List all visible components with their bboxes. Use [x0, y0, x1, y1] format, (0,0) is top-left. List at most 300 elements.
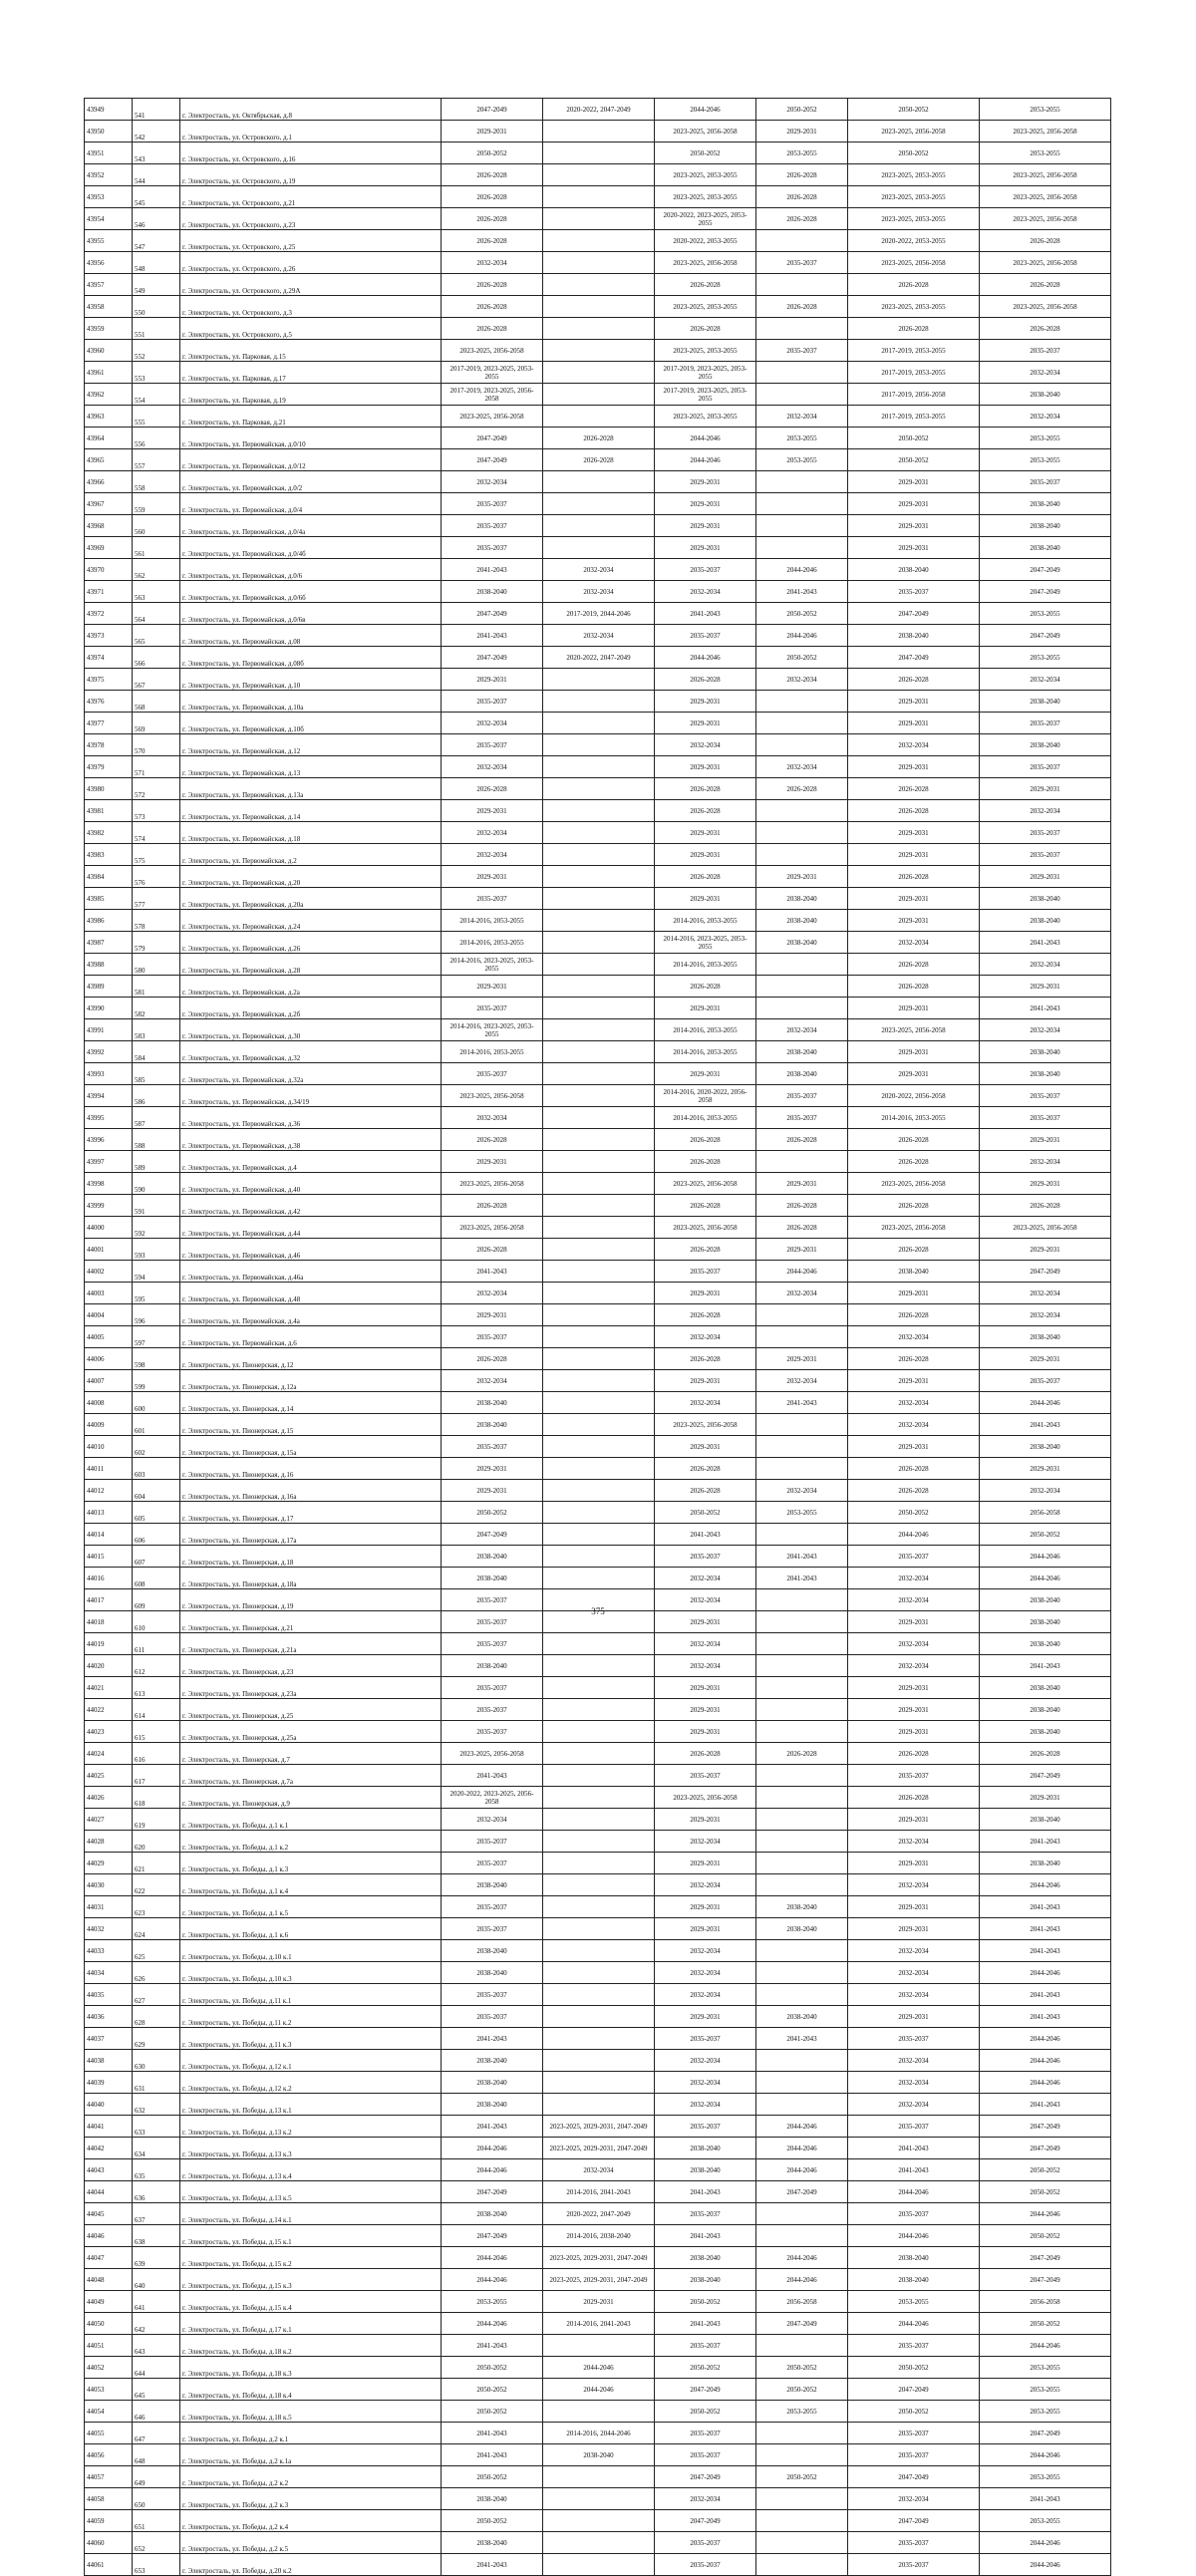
- term-5-cell: 2047-2049: [848, 603, 980, 625]
- row-number-cell: 588: [133, 1129, 180, 1151]
- term-6-cell: 2056-2058: [980, 1502, 1111, 1524]
- term-5-cell: 2047-2049: [848, 2379, 980, 2401]
- term-6-cell: 2050-2052: [980, 2181, 1111, 2203]
- term-5-cell: 2032-2034: [848, 1568, 980, 1589]
- term-2-cell: 2014-2016, 2044-2046: [543, 2423, 655, 2444]
- row-number-cell: 637: [133, 2203, 180, 2225]
- term-1-cell: 2032-2034: [442, 1370, 543, 1392]
- row-number-cell: 603: [133, 1458, 180, 1480]
- row-id-cell: 43975: [85, 669, 133, 691]
- table-row: [85, 1261, 1111, 1283]
- term-2-cell: [543, 208, 655, 230]
- term-4-cell: [756, 1151, 848, 1173]
- term-4-cell: 2050-2052: [756, 647, 848, 669]
- term-4-cell: [756, 2225, 848, 2247]
- term-6-cell: 2047-2049: [980, 2116, 1111, 2138]
- table-row: [85, 1962, 1111, 1984]
- row-number-cell: 556: [133, 428, 180, 449]
- term-2-cell: [543, 1261, 655, 1283]
- row-number-cell: 547: [133, 230, 180, 252]
- term-1-cell: 2023-2025, 2056-2058: [442, 1173, 543, 1195]
- row-id-cell: 43970: [85, 559, 133, 581]
- term-1-cell: 2023-2025, 2056-2058: [442, 1743, 543, 1765]
- row-id-cell: 44056: [85, 2444, 133, 2466]
- term-3-cell: 2035-2037: [655, 2532, 756, 2554]
- term-6-cell: 2038-2040: [980, 1699, 1111, 1721]
- term-1-cell: 2041-2043: [442, 2028, 543, 2050]
- row-id-cell: 44004: [85, 1304, 133, 1326]
- term-3-cell: 2026-2028: [655, 1151, 756, 1173]
- term-4-cell: 2026-2028: [756, 1217, 848, 1239]
- term-6-cell: 2023-2025, 2056-2058: [980, 208, 1111, 230]
- row-id-cell: 44003: [85, 1283, 133, 1304]
- table-row: [85, 252, 1111, 274]
- term-2-cell: 2020-2022, 2047-2049: [543, 2203, 655, 2225]
- table-row: [85, 2357, 1111, 2379]
- term-6-cell: 2044-2046: [980, 1962, 1111, 1984]
- term-3-cell: 2017-2019, 2023-2025, 2053-2055: [655, 362, 756, 384]
- term-4-cell: [756, 230, 848, 252]
- term-4-cell: 2026-2028: [756, 164, 848, 186]
- table-row: [85, 2203, 1111, 2225]
- term-4-cell: 2044-2046: [756, 2116, 848, 2138]
- term-2-cell: [543, 2335, 655, 2357]
- term-2-cell: [543, 274, 655, 296]
- address-cell: г. Электросталь, ул. Победы, д.13 к.3: [180, 2138, 442, 2159]
- term-2-cell: [543, 164, 655, 186]
- row-id-cell: 44038: [85, 2050, 133, 2072]
- address-cell: г. Электросталь, ул. Парковая, д.17: [180, 362, 442, 384]
- term-1-cell: 2044-2046: [442, 2269, 543, 2291]
- term-5-cell: 2044-2046: [848, 1524, 980, 1546]
- term-1-cell: 2026-2028: [442, 1239, 543, 1261]
- term-4-cell: [756, 1984, 848, 2006]
- term-4-cell: 2035-2037: [756, 252, 848, 274]
- row-id-cell: 43987: [85, 932, 133, 954]
- table-row: [85, 2488, 1111, 2510]
- row-id-cell: 44029: [85, 1853, 133, 1874]
- address-cell: г. Электросталь, ул. Островского, д.26: [180, 252, 442, 274]
- term-5-cell: 2026-2028: [848, 976, 980, 998]
- row-id-cell: 43995: [85, 1107, 133, 1129]
- term-2-cell: [543, 515, 655, 537]
- address-cell: г. Электросталь, ул. Пионерская, д.9: [180, 1787, 442, 1809]
- table-row: [85, 121, 1111, 143]
- term-4-cell: 2038-2040: [756, 888, 848, 910]
- term-5-cell: 2026-2028: [848, 800, 980, 822]
- term-2-cell: [543, 1239, 655, 1261]
- term-6-cell: 2044-2046: [980, 2554, 1111, 2576]
- term-2-cell: [543, 1151, 655, 1173]
- address-cell: г. Электросталь, ул. Первомайская, д.0/2: [180, 471, 442, 493]
- term-4-cell: 2053-2055: [756, 1502, 848, 1524]
- term-4-cell: 2047-2049: [756, 2181, 848, 2203]
- term-5-cell: 2029-2031: [848, 515, 980, 537]
- term-3-cell: 2029-2031: [655, 1370, 756, 1392]
- term-5-cell: 2029-2031: [848, 2006, 980, 2028]
- term-5-cell: 2023-2025, 2056-2058: [848, 1173, 980, 1195]
- term-2-cell: [543, 910, 655, 932]
- row-id-cell: 44050: [85, 2313, 133, 2335]
- table-row: [85, 318, 1111, 340]
- address-cell: г. Электросталь, ул. Первомайская, д.4: [180, 1151, 442, 1173]
- term-3-cell: 2044-2046: [655, 99, 756, 121]
- term-1-cell: 2035-2037: [442, 998, 543, 1019]
- term-4-cell: 2044-2046: [756, 559, 848, 581]
- table-row: [85, 164, 1111, 186]
- table-row: [85, 1633, 1111, 1655]
- row-id-cell: 43967: [85, 493, 133, 515]
- table-row: [85, 800, 1111, 822]
- term-2-cell: [543, 669, 655, 691]
- term-6-cell: 2026-2028: [980, 1195, 1111, 1217]
- term-1-cell: 2047-2049: [442, 99, 543, 121]
- term-1-cell: 2044-2046: [442, 2247, 543, 2269]
- row-number-cell: 553: [133, 362, 180, 384]
- address-cell: г. Электросталь, ул. Пионерская, д.18: [180, 1546, 442, 1568]
- address-cell: г. Электросталь, ул. Первомайская, д.36: [180, 1107, 442, 1129]
- term-5-cell: 2032-2034: [848, 1831, 980, 1853]
- term-5-cell: 2029-2031: [848, 756, 980, 778]
- address-cell: г. Электросталь, ул. Победы, д.18 к.3: [180, 2357, 442, 2379]
- row-number-cell: 653: [133, 2554, 180, 2576]
- term-2-cell: [543, 493, 655, 515]
- term-2-cell: [543, 1984, 655, 2006]
- term-4-cell: [756, 2532, 848, 2554]
- table-row: [85, 778, 1111, 800]
- row-id-cell: 43969: [85, 537, 133, 559]
- term-2-cell: [543, 1962, 655, 1984]
- term-3-cell: 2020-2022, 2053-2055: [655, 230, 756, 252]
- row-id-cell: 44019: [85, 1633, 133, 1655]
- term-6-cell: 2050-2052: [980, 2313, 1111, 2335]
- address-cell: г. Электросталь, ул. Островского, д.16: [180, 143, 442, 164]
- row-id-cell: 44054: [85, 2401, 133, 2423]
- table-row: [85, 2247, 1111, 2269]
- address-cell: г. Электросталь, ул. Победы, д.1 к.5: [180, 1896, 442, 1918]
- term-2-cell: 2023-2025, 2029-2031, 2047-2049: [543, 2138, 655, 2159]
- address-cell: г. Электросталь, ул. Островского, д.23: [180, 208, 442, 230]
- term-6-cell: 2050-2052: [980, 2159, 1111, 2181]
- term-6-cell: 2038-2040: [980, 1633, 1111, 1655]
- term-4-cell: 2053-2055: [756, 449, 848, 471]
- term-1-cell: 2032-2034: [442, 471, 543, 493]
- term-4-cell: [756, 1721, 848, 1743]
- term-1-cell: 2023-2025, 2056-2058: [442, 1085, 543, 1107]
- address-cell: г. Электросталь, ул. Первомайская, д.08: [180, 625, 442, 647]
- term-3-cell: 2029-2031: [655, 2006, 756, 2028]
- term-2-cell: [543, 1918, 655, 1940]
- address-cell: г. Электросталь, ул. Островского, д.25: [180, 230, 442, 252]
- term-1-cell: 2032-2034: [442, 713, 543, 734]
- row-id-cell: 44016: [85, 1568, 133, 1589]
- address-cell: г. Электросталь, ул. Победы, д.15 к.3: [180, 2269, 442, 2291]
- term-4-cell: [756, 1304, 848, 1326]
- term-3-cell: 2029-2031: [655, 1809, 756, 1831]
- term-3-cell: 2050-2052: [655, 2291, 756, 2313]
- term-5-cell: 2047-2049: [848, 2466, 980, 2488]
- term-4-cell: [756, 471, 848, 493]
- row-number-cell: 571: [133, 756, 180, 778]
- term-5-cell: 2050-2052: [848, 2357, 980, 2379]
- term-3-cell: 2032-2034: [655, 1940, 756, 1962]
- table-row: [85, 208, 1111, 230]
- term-5-cell: 2035-2037: [848, 2532, 980, 2554]
- table-row: [85, 2225, 1111, 2247]
- term-6-cell: 2056-2058: [980, 2291, 1111, 2313]
- table-body: [85, 99, 1111, 2576]
- term-5-cell: 2026-2028: [848, 1239, 980, 1261]
- term-5-cell: 2029-2031: [848, 822, 980, 844]
- term-4-cell: [756, 2094, 848, 2116]
- term-6-cell: 2041-2043: [980, 2488, 1111, 2510]
- term-6-cell: 2044-2046: [980, 2444, 1111, 2466]
- term-1-cell: 2017-2019, 2023-2025, 2053-2055: [442, 362, 543, 384]
- row-number-cell: 622: [133, 1874, 180, 1896]
- term-1-cell: 2038-2040: [442, 1568, 543, 1589]
- table-row: [85, 2466, 1111, 2488]
- address-cell: г. Электросталь, ул. Победы, д.13 к.2: [180, 2116, 442, 2138]
- table-row: [85, 1085, 1111, 1107]
- table-row: [85, 1304, 1111, 1326]
- row-number-cell: 566: [133, 647, 180, 669]
- term-1-cell: 2044-2046: [442, 2313, 543, 2335]
- term-2-cell: [543, 1874, 655, 1896]
- table-row: [85, 1041, 1111, 1063]
- term-2-cell: 2017-2019, 2044-2046: [543, 603, 655, 625]
- term-5-cell: 2053-2055: [848, 2291, 980, 2313]
- row-number-cell: 542: [133, 121, 180, 143]
- row-id-cell: 43992: [85, 1041, 133, 1063]
- term-1-cell: 2026-2028: [442, 296, 543, 318]
- row-id-cell: 44060: [85, 2532, 133, 2554]
- term-2-cell: [543, 998, 655, 1019]
- row-id-cell: 44024: [85, 1743, 133, 1765]
- row-number-cell: 541: [133, 99, 180, 121]
- term-4-cell: 2035-2037: [756, 340, 848, 362]
- row-number-cell: 609: [133, 1589, 180, 1611]
- term-6-cell: 2035-2037: [980, 713, 1111, 734]
- row-number-cell: 570: [133, 734, 180, 756]
- address-cell: г. Электросталь, ул. Пионерская, д.16: [180, 1458, 442, 1480]
- term-3-cell: 2029-2031: [655, 493, 756, 515]
- term-6-cell: 2041-2043: [980, 2094, 1111, 2116]
- row-number-cell: 613: [133, 1677, 180, 1699]
- term-6-cell: 2044-2046: [980, 2335, 1111, 2357]
- term-5-cell: 2047-2049: [848, 647, 980, 669]
- term-5-cell: 2035-2037: [848, 1765, 980, 1787]
- table-row: [85, 1392, 1111, 1414]
- term-1-cell: 2032-2034: [442, 252, 543, 274]
- term-2-cell: [543, 2006, 655, 2028]
- term-2-cell: [543, 318, 655, 340]
- term-4-cell: 2053-2055: [756, 2401, 848, 2423]
- table-row: [85, 1502, 1111, 1524]
- row-number-cell: 589: [133, 1151, 180, 1173]
- term-1-cell: 2035-2037: [442, 1721, 543, 1743]
- term-2-cell: [543, 954, 655, 976]
- term-4-cell: 2038-2040: [756, 1896, 848, 1918]
- row-number-cell: 592: [133, 1217, 180, 1239]
- term-5-cell: 2029-2031: [848, 1677, 980, 1699]
- term-3-cell: 2032-2034: [655, 1655, 756, 1677]
- term-4-cell: 2038-2040: [756, 1041, 848, 1063]
- term-1-cell: 2035-2037: [442, 537, 543, 559]
- term-5-cell: 2029-2031: [848, 471, 980, 493]
- row-id-cell: 44053: [85, 2379, 133, 2401]
- term-4-cell: [756, 274, 848, 296]
- term-2-cell: 2032-2034: [543, 2159, 655, 2181]
- term-5-cell: 2029-2031: [848, 844, 980, 866]
- table-row: [85, 1677, 1111, 1699]
- term-1-cell: 2038-2040: [442, 2050, 543, 2072]
- term-5-cell: 2044-2046: [848, 2313, 980, 2335]
- term-5-cell: 2038-2040: [848, 2247, 980, 2269]
- term-1-cell: 2041-2043: [442, 2116, 543, 2138]
- row-number-cell: 633: [133, 2116, 180, 2138]
- table-row: [85, 384, 1111, 406]
- table-row: [85, 2532, 1111, 2554]
- term-5-cell: 2026-2028: [848, 1348, 980, 1370]
- row-number-cell: 648: [133, 2444, 180, 2466]
- row-number-cell: 596: [133, 1304, 180, 1326]
- term-6-cell: 2032-2034: [980, 362, 1111, 384]
- term-2-cell: [543, 1524, 655, 1546]
- row-id-cell: 43952: [85, 164, 133, 186]
- row-id-cell: 44059: [85, 2510, 133, 2532]
- term-6-cell: 2026-2028: [980, 274, 1111, 296]
- row-id-cell: 43976: [85, 691, 133, 713]
- term-3-cell: 2035-2037: [655, 1261, 756, 1283]
- term-6-cell: 2035-2037: [980, 844, 1111, 866]
- row-id-cell: 44048: [85, 2269, 133, 2291]
- term-1-cell: 2041-2043: [442, 625, 543, 647]
- term-1-cell: 2035-2037: [442, 493, 543, 515]
- term-2-cell: 2026-2028: [543, 449, 655, 471]
- term-6-cell: 2032-2034: [980, 406, 1111, 428]
- row-id-cell: 44022: [85, 1699, 133, 1721]
- term-2-cell: [543, 1217, 655, 1239]
- table-row: [85, 888, 1111, 910]
- term-1-cell: 2014-2016, 2053-2055: [442, 1041, 543, 1063]
- term-6-cell: 2023-2025, 2056-2058: [980, 164, 1111, 186]
- row-id-cell: 43996: [85, 1129, 133, 1151]
- term-2-cell: 2038-2040: [543, 2444, 655, 2466]
- term-4-cell: 2032-2034: [756, 1283, 848, 1304]
- address-cell: г. Электросталь, ул. Победы, д.13 к.1: [180, 2094, 442, 2116]
- term-5-cell: 2026-2028: [848, 669, 980, 691]
- row-number-cell: 614: [133, 1699, 180, 1721]
- row-id-cell: 43960: [85, 340, 133, 362]
- table-row: [85, 603, 1111, 625]
- row-id-cell: 43962: [85, 384, 133, 406]
- term-5-cell: 2032-2034: [848, 1633, 980, 1655]
- term-5-cell: 2032-2034: [848, 1589, 980, 1611]
- term-2-cell: [543, 1809, 655, 1831]
- term-1-cell: 2026-2028: [442, 186, 543, 208]
- table-row: [85, 1918, 1111, 1940]
- address-cell: г. Электросталь, ул. Первомайская, д.4а: [180, 1304, 442, 1326]
- term-4-cell: [756, 734, 848, 756]
- term-6-cell: 2029-2031: [980, 778, 1111, 800]
- term-5-cell: 2050-2052: [848, 1502, 980, 1524]
- table-row: [85, 1019, 1111, 1041]
- term-3-cell: 2044-2046: [655, 449, 756, 471]
- term-3-cell: 2023-2025, 2056-2058: [655, 1414, 756, 1436]
- row-number-cell: 632: [133, 2094, 180, 2116]
- term-4-cell: [756, 1436, 848, 1458]
- term-4-cell: [756, 1831, 848, 1853]
- table-row: [85, 647, 1111, 669]
- row-number-cell: 611: [133, 1633, 180, 1655]
- term-2-cell: 2014-2016, 2041-2043: [543, 2181, 655, 2203]
- row-number-cell: 580: [133, 954, 180, 976]
- term-3-cell: 2032-2034: [655, 1326, 756, 1348]
- term-3-cell: 2014-2016, 2053-2055: [655, 1019, 756, 1041]
- term-1-cell: 2050-2052: [442, 2466, 543, 2488]
- table-row: [85, 998, 1111, 1019]
- term-5-cell: 2038-2040: [848, 625, 980, 647]
- term-4-cell: [756, 1853, 848, 1874]
- table-row: [85, 2313, 1111, 2335]
- term-5-cell: 2029-2031: [848, 493, 980, 515]
- row-number-cell: 639: [133, 2247, 180, 2269]
- term-5-cell: 2026-2028: [848, 778, 980, 800]
- term-4-cell: [756, 1874, 848, 1896]
- term-4-cell: [756, 2335, 848, 2357]
- row-id-cell: 43951: [85, 143, 133, 164]
- term-6-cell: 2047-2049: [980, 2138, 1111, 2159]
- term-2-cell: [543, 1392, 655, 1414]
- table-row: [85, 625, 1111, 647]
- row-id-cell: 43958: [85, 296, 133, 318]
- term-4-cell: 2038-2040: [756, 910, 848, 932]
- table-row: [85, 2335, 1111, 2357]
- term-4-cell: 2029-2031: [756, 1173, 848, 1195]
- term-2-cell: [543, 1765, 655, 1787]
- term-1-cell: 2035-2037: [442, 1677, 543, 1699]
- row-number-cell: 650: [133, 2488, 180, 2510]
- row-id-cell: 43978: [85, 734, 133, 756]
- term-4-cell: [756, 954, 848, 976]
- term-4-cell: [756, 2444, 848, 2466]
- term-5-cell: 2038-2040: [848, 2269, 980, 2291]
- row-number-cell: 586: [133, 1085, 180, 1107]
- term-2-cell: 2023-2025, 2029-2031, 2047-2049: [543, 2247, 655, 2269]
- term-2-cell: [543, 1480, 655, 1502]
- term-1-cell: 2035-2037: [442, 1699, 543, 1721]
- address-cell: г. Электросталь, ул. Победы, д.12 к.1: [180, 2050, 442, 2072]
- table-row: [85, 581, 1111, 603]
- term-3-cell: 2023-2025, 2056-2058: [655, 252, 756, 274]
- term-2-cell: [543, 1853, 655, 1874]
- address-cell: г. Электросталь, ул. Победы, д.1 к.3: [180, 1853, 442, 1874]
- term-2-cell: [543, 1195, 655, 1217]
- table-row: [85, 2269, 1111, 2291]
- term-5-cell: 2035-2037: [848, 2028, 980, 2050]
- term-2-cell: [543, 2554, 655, 2576]
- term-5-cell: 2044-2046: [848, 2181, 980, 2203]
- term-2-cell: [543, 2050, 655, 2072]
- row-id-cell: 43997: [85, 1151, 133, 1173]
- term-3-cell: 2032-2034: [655, 2072, 756, 2094]
- term-2-cell: [543, 1568, 655, 1589]
- repair-schedule-table: [84, 98, 1111, 2576]
- term-6-cell: 2038-2040: [980, 910, 1111, 932]
- term-6-cell: 2044-2046: [980, 2072, 1111, 2094]
- row-number-cell: 649: [133, 2466, 180, 2488]
- row-number-cell: 634: [133, 2138, 180, 2159]
